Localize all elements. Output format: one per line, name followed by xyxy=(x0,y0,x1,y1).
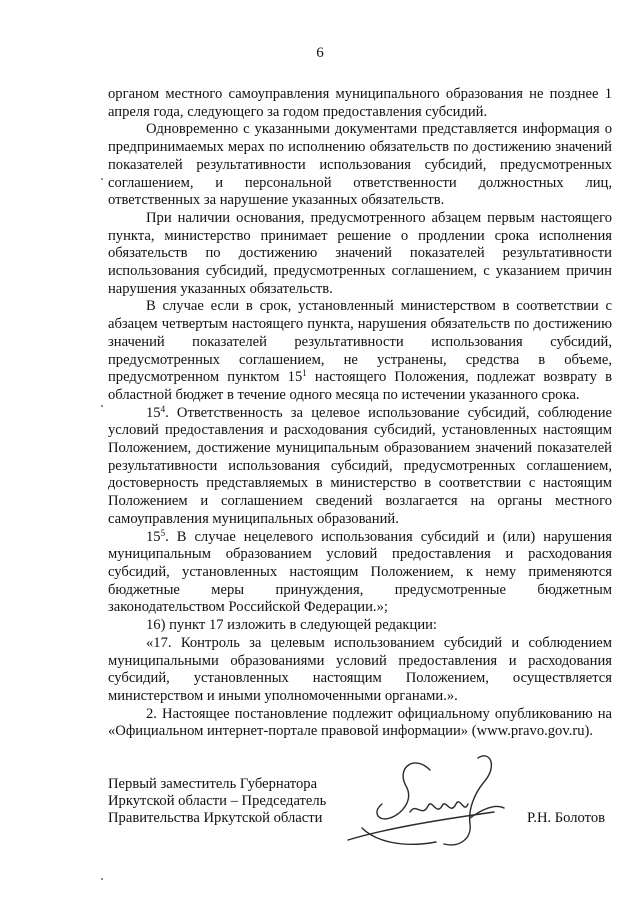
paragraph xyxy=(108,617,612,635)
superscript-index: 5 xyxy=(160,527,166,538)
signatory-title-line: Первый заместитель Губернатора xyxy=(108,776,318,792)
signatory-title-line: Правительства Иркутской области xyxy=(108,810,323,826)
paragraph-text: Одновременно с указанными документами представляется информация о предпринимаемых мерах по исполнению обязательств по достижению значений показателей результативности использования субсидий, предусмотренных соглашением, и персональной ответственности должностных лиц, ответственных за нарушение указанных обязательств. xyxy=(108,121,612,209)
superscript-index: 1 xyxy=(302,368,307,379)
paragraph-text: «17. Контроль за целевым использованием субсидий и соблюдением муниципальными образованиями условий предоставления и расходования субсидий, установленных настоящим Положением, осуществляется министерством и иными уполномоченными органами.». xyxy=(108,634,612,704)
page-number: 6 xyxy=(316,45,324,61)
signer-name: Р.Н. Болотов xyxy=(527,810,606,826)
paragraph xyxy=(108,706,612,741)
paragraph-text: . Ответственность за целевое использование субсидий, соблюдение условий предоставления и расходования субсидий, установленных настоящим Положением, достижение муниципальным образованием значений показателей результативности использования субсидий, предусмотренных соглашением, достоверность представляемых в министерство в соответствии с настоящим Положением и соглашением сведений возлагается на органы местного самоуправления муниципальных образований. xyxy=(108,404,612,527)
paragraph xyxy=(108,210,612,299)
scan-artifact xyxy=(101,405,103,407)
handwritten-signature xyxy=(318,748,518,860)
paragraph xyxy=(108,405,612,529)
paragraph-text: настоящего Положения, подлежат возврату в областной бюджет в течение одного месяца по истечении указанного срока. xyxy=(108,369,612,403)
paragraph xyxy=(108,635,612,706)
paragraph-text: 2. Настоящее постановление подлежит официальному опубликованию на «Официальном интернет-портале правовой информации» (www.pravo.gov.ru). xyxy=(108,705,612,740)
scan-artifact xyxy=(101,878,103,880)
paragraph xyxy=(108,529,612,618)
paragraph-text: органом местного самоуправления муниципального образования не позднее 1 апреля года, следующего за годом предоставления субсидий. xyxy=(108,86,612,120)
paragraph-text: 16) пункт 17 изложить в следующей редакции: xyxy=(146,617,437,634)
paragraph xyxy=(108,86,612,121)
paragraph-text: 15 xyxy=(146,528,161,545)
paragraph-text: . В случае нецелевого использования субсидий и (или) нарушения муниципальным образованием условий предоставления и расходования субсидий, установленных настоящим Положением, к нему применяются бюджетные меры принуждения, предусмотренные бюджетным законодательством Российской Федерации.»; xyxy=(108,528,612,616)
paragraph xyxy=(108,298,612,404)
signatory-title xyxy=(108,776,348,827)
paragraph-text: 15 xyxy=(146,404,161,421)
superscript-index: 4 xyxy=(160,403,166,414)
document-body xyxy=(108,86,612,741)
paragraph xyxy=(108,121,612,210)
paragraph-text: В случае если в срок, установленный министерством в соответствии с абзацем четвертым настоящего пункта, нарушения обязательств по достижению значений показателей результативности использования субсидий, предусмотренных соглашением, не устранены, средства в объеме, предусмотренном пунктом 15 xyxy=(108,298,612,386)
scan-artifact xyxy=(101,178,103,180)
paragraph-text: При наличии основания, предусмотренного абзацем первым настоящего пункта, министерство принимает решение о продлении срока исполнения обязательств по достижению значений показателей результативности использования субсидий, предусмотренных соглашением, с указанием причин нарушения указанных обязательств. xyxy=(108,209,612,297)
signatory-title-line: Иркутской области – Председатель xyxy=(108,793,327,809)
